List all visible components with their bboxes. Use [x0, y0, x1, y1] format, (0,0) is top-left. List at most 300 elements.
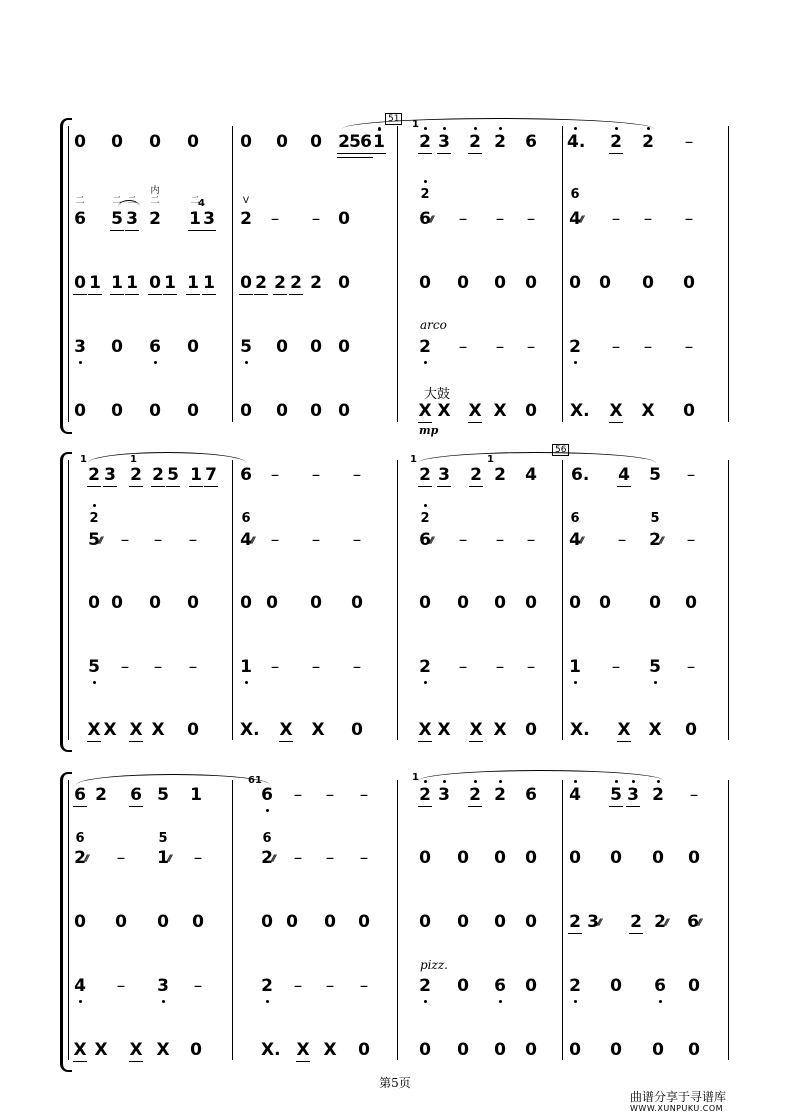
jianpu-note: 2: [567, 977, 583, 995]
jianpu-note: 1: [187, 210, 203, 228]
jianpu-note: 1: [124, 274, 140, 292]
sustain-dash: –: [643, 337, 653, 357]
sustain-dash: –: [684, 337, 694, 357]
site-url: WWW.XUNPUKU.COM: [630, 1104, 724, 1113]
jianpu-note: 4 ///: [567, 531, 583, 549]
jianpu-note: 4: [525, 465, 537, 485]
jianpu-note: 0: [310, 401, 322, 421]
jianpu-note: 3: [155, 977, 171, 995]
jianpu-note: 6: [525, 132, 537, 152]
jianpu-note: 0: [610, 1040, 622, 1060]
sustain-dash: –: [359, 785, 369, 805]
jianpu-note: 0: [494, 1040, 506, 1060]
jianpu-note: 2: [650, 786, 666, 804]
jianpu-note: 4: [72, 977, 88, 995]
sustain-dash: –: [611, 337, 621, 357]
jianpu-note: 0: [276, 132, 288, 152]
sustain-dash: –: [495, 657, 505, 677]
chord-upper-note: 2: [86, 510, 102, 528]
jianpu-note: 0: [569, 593, 581, 613]
sustain-dash: –: [352, 657, 362, 677]
jianpu-note: 0: [149, 401, 161, 421]
barline: [562, 780, 563, 1060]
jianpu-note: 2: [288, 274, 304, 292]
jianpu-note: 0: [525, 976, 537, 996]
barline: [562, 460, 563, 740]
sustain-dash: –: [270, 209, 280, 229]
jianpu-note: 0: [276, 401, 288, 421]
jianpu-note: 2: [567, 913, 583, 931]
sustain-dash: –: [293, 785, 303, 805]
jianpu-note: 6: [240, 465, 252, 485]
jianpu-note: 2: [467, 133, 483, 151]
jianpu-note: X: [437, 720, 451, 740]
jianpu-note: 1: [185, 274, 201, 292]
jianpu-note: 5: [86, 658, 102, 676]
jianpu-note: 0: [688, 1040, 700, 1060]
barline: [232, 460, 233, 740]
jianpu-note: 0: [419, 273, 431, 293]
chord-upper-note: 2: [417, 510, 433, 528]
jianpu-note: 0: [310, 337, 322, 357]
jianpu-note: 0: [266, 593, 278, 613]
jianpu-note: 0: [525, 1040, 537, 1060]
jianpu-note: 6: [652, 977, 668, 995]
jianpu-note: 0: [111, 337, 123, 357]
jianpu-note: X: [418, 720, 432, 740]
jianpu-note: X: [87, 720, 101, 740]
jianpu-note: X: [129, 1040, 143, 1060]
jianpu-note: 0: [240, 593, 252, 613]
jianpu-note: 2: [149, 209, 161, 229]
jianpu-note: 5: [347, 133, 363, 151]
jianpu-note: 6 ///: [417, 531, 433, 549]
jianpu-note: X: [129, 720, 143, 740]
mp-dynamic: mp: [419, 424, 439, 437]
jianpu-note: 0: [187, 132, 199, 152]
jianpu-note: 4 ///: [238, 531, 254, 549]
chord-upper-note: 5: [158, 831, 168, 846]
jianpu-note: 2: [253, 274, 269, 292]
jianpu-note: 0: [457, 273, 469, 293]
jianpu-note: 0: [351, 593, 363, 613]
sustain-dash: –: [526, 657, 536, 677]
jianpu-note: 0: [111, 593, 123, 613]
sustain-dash: –: [686, 530, 696, 550]
sustain-dash: –: [611, 209, 621, 229]
jianpu-note: 0: [111, 401, 123, 421]
jianpu-note: 0: [157, 912, 169, 932]
jianpu-note: X: [94, 1040, 108, 1060]
jianpu-note: 6: [259, 786, 275, 804]
jianpu-note: 0: [569, 848, 581, 868]
jianpu-note: 4 ///: [567, 210, 583, 228]
jianpu-note: X: [418, 401, 432, 421]
jianpu-note: X.: [261, 1040, 281, 1060]
jianpu-note: X: [648, 720, 662, 740]
jianpu-note: 3: [201, 210, 217, 228]
jianpu-note: 1: [190, 785, 202, 805]
jianpu-note: 0: [187, 593, 199, 613]
bow-mark: V: [242, 196, 250, 206]
jianpu-note: 6: [492, 977, 508, 995]
jianpu-note: 0: [149, 132, 161, 152]
sustain-dash: –: [188, 657, 198, 677]
chord-upper-note: 6: [75, 831, 85, 846]
jianpu-note: 2: [467, 786, 483, 804]
sustain-dash: –: [526, 530, 536, 550]
jianpu-note: 1: [201, 274, 217, 292]
jianpu-note: 0: [457, 848, 469, 868]
sustain-dash: –: [686, 465, 696, 485]
jianpu-note: 0: [494, 912, 506, 932]
jianpu-note: 2: [608, 133, 624, 151]
jianpu-note: 6 ///: [417, 210, 433, 228]
jianpu-note: 0: [457, 1040, 469, 1060]
jianpu-note: 0: [688, 848, 700, 868]
jianpu-note: 0: [338, 401, 350, 421]
system-brace: [60, 452, 72, 752]
jianpu-note: 0: [351, 720, 363, 740]
jianpu-note: 2: [336, 133, 352, 151]
jianpu-note: 5: [647, 658, 663, 676]
jianpu-note: 2 ///: [652, 913, 668, 931]
jianpu-note: 0: [88, 593, 100, 613]
grace-note-4: 4: [198, 198, 205, 209]
jianpu-note: 1: [567, 658, 583, 676]
grace-note-1f: 1: [412, 772, 419, 783]
jianpu-note: 0: [310, 132, 322, 152]
pizz-marking: pizz.: [420, 958, 448, 972]
sustain-dash: –: [270, 465, 280, 485]
jianpu-note: 1: [238, 658, 254, 676]
jianpu-note: 6: [147, 338, 163, 356]
jianpu-note: 0: [525, 401, 537, 421]
system-brace: [60, 118, 72, 434]
jianpu-note: 0: [649, 593, 661, 613]
sustain-dash: –: [526, 337, 536, 357]
jianpu-note: 2: [417, 338, 433, 356]
sustain-dash: –: [311, 530, 321, 550]
jianpu-note: 0: [72, 274, 88, 292]
jianpu-note: 0: [147, 274, 163, 292]
sustain-dash: –: [325, 976, 335, 996]
jianpu-note: X: [609, 401, 623, 421]
jianpu-note: 0: [338, 337, 350, 357]
sustain-dash: –: [611, 657, 621, 677]
jianpu-note: 0: [457, 593, 469, 613]
grace-note-1b: 1: [80, 454, 87, 465]
jianpu-note: 0: [525, 848, 537, 868]
grace-note-1: 1: [412, 119, 419, 130]
jianpu-note: 0: [358, 1040, 370, 1060]
chord-upper-note: 6: [241, 511, 251, 526]
jianpu-note: X.: [570, 401, 590, 421]
jianpu-note: 0: [685, 593, 697, 613]
jianpu-note: 0: [324, 912, 336, 932]
jianpu-note: 2: [494, 465, 506, 485]
jianpu-note: 6: [358, 133, 374, 151]
jianpu-note: 0: [685, 720, 697, 740]
jianpu-note: 0: [149, 593, 161, 613]
rehearsal-mark-56: 56: [552, 444, 569, 456]
jianpu-note: 0: [115, 912, 127, 932]
jianpu-note: X: [156, 1040, 170, 1060]
sustain-dash: –: [116, 976, 126, 996]
grace-note-1d: 1: [410, 454, 417, 465]
jianpu-note: 2: [150, 466, 166, 484]
jianpu-note: 0: [419, 1040, 431, 1060]
jianpu-note: 0: [240, 132, 252, 152]
jianpu-note: 0: [652, 848, 664, 868]
tie-slur: [118, 200, 140, 207]
jianpu-note: 0: [338, 273, 350, 293]
string-mark-4: 二: [150, 196, 160, 206]
sustain-dash: –: [270, 657, 280, 677]
barline: [728, 780, 729, 1060]
phrase-slur: [418, 770, 664, 781]
jianpu-note: 1: [87, 274, 103, 292]
sustain-dash: –: [495, 337, 505, 357]
sustain-dash: –: [311, 465, 321, 485]
jianpu-note: 0: [525, 912, 537, 932]
jianpu-note: 0: [74, 401, 86, 421]
jianpu-note: 3: [102, 466, 118, 484]
jianpu-note: 4: [616, 466, 632, 484]
jianpu-note: 0: [688, 976, 700, 996]
jianpu-note: 0: [457, 976, 469, 996]
jianpu-note: 2: [417, 133, 433, 151]
jianpu-note: X: [437, 401, 451, 421]
jianpu-note: 0: [238, 274, 254, 292]
jianpu-note: 2: [417, 658, 433, 676]
jianpu-note: 0: [569, 273, 581, 293]
jianpu-note: 0: [419, 912, 431, 932]
barline: [728, 126, 729, 422]
jianpu-note: X: [103, 720, 117, 740]
arco-marking: arco: [420, 318, 447, 332]
sustain-dash: –: [311, 209, 321, 229]
sustain-dash: –: [325, 848, 335, 868]
barline: [232, 126, 233, 422]
jianpu-note: 3: [72, 338, 88, 356]
sustain-dash: –: [359, 848, 369, 868]
jianpu-note: 0: [525, 273, 537, 293]
barline: [562, 126, 563, 422]
jianpu-note: 3: [124, 210, 140, 228]
jianpu-note: 1: [109, 274, 125, 292]
barline: [68, 780, 69, 1060]
page-number: 第5页: [379, 1076, 411, 1090]
jianpu-note: X: [641, 401, 655, 421]
chord-upper-note: 6: [570, 187, 580, 202]
jianpu-note: 0: [261, 912, 273, 932]
jianpu-note: 5: [157, 785, 169, 805]
jianpu-note: 1 ///: [155, 849, 171, 867]
jianpu-note: 2: [417, 786, 433, 804]
jianpu-note: 0: [286, 912, 298, 932]
sustain-dash: –: [153, 657, 163, 677]
barline: [397, 126, 398, 422]
jianpu-note: X: [296, 1040, 310, 1060]
jianpu-note: 0: [642, 273, 654, 293]
barline: [397, 780, 398, 1060]
jianpu-note: X.: [570, 720, 590, 740]
jianpu-note: 0: [187, 337, 199, 357]
chord-upper-note: 2: [417, 186, 433, 204]
sustain-dash: –: [458, 209, 468, 229]
jianpu-note: 2: [628, 913, 644, 931]
jianpu-note: 0: [599, 273, 611, 293]
jianpu-note: 0: [74, 132, 86, 152]
jianpu-note: 3: [436, 466, 452, 484]
sustain-dash: –: [643, 209, 653, 229]
jianpu-note: 7: [203, 466, 219, 484]
jianpu-note: 2: [259, 977, 275, 995]
jianpu-note: X: [617, 720, 631, 740]
jianpu-note: 2: [86, 466, 102, 484]
jianpu-note: 3: [436, 133, 452, 151]
jianpu-note: 6: [128, 786, 144, 804]
jianpu-note: 0: [276, 337, 288, 357]
sustain-dash: –: [458, 530, 468, 550]
jianpu-note: 0: [187, 720, 199, 740]
sustain-dash: –: [293, 976, 303, 996]
jianpu-note: 0: [494, 848, 506, 868]
jianpu-note: 2: [128, 466, 144, 484]
string-mark-5: 二: [190, 196, 200, 206]
jianpu-note: 0: [419, 593, 431, 613]
jianpu-note: 0: [599, 593, 611, 613]
jianpu-note: 0: [192, 912, 204, 932]
sustain-dash: –: [684, 209, 694, 229]
jianpu-note: 5: [649, 465, 661, 485]
jianpu-note: 1: [162, 274, 178, 292]
sustain-dash: –: [120, 530, 130, 550]
sustain-dash: –: [153, 530, 163, 550]
jianpu-note: 5 ///: [86, 531, 102, 549]
barline: [232, 780, 233, 1060]
sustain-dash: –: [359, 976, 369, 996]
site-credit: 曲谱分享于寻谱库: [630, 1090, 727, 1104]
jianpu-note: 4: [567, 786, 583, 804]
barline: [728, 460, 729, 740]
jianpu-note: 0: [610, 976, 622, 996]
jianpu-note: 5: [608, 786, 624, 804]
sustain-dash: –: [686, 657, 696, 677]
system-brace: [60, 772, 72, 1072]
barline: [397, 460, 398, 740]
jianpu-note: X: [311, 720, 325, 740]
jianpu-note: 1: [371, 133, 387, 151]
jianpu-note: 2 ///: [72, 849, 88, 867]
sustain-dash: –: [270, 530, 280, 550]
jianpu-note: 1: [188, 466, 204, 484]
sustain-dash: –: [458, 337, 468, 357]
barline: [68, 126, 69, 422]
sustain-dash: –: [193, 848, 203, 868]
string-mark-3: 二: [127, 196, 137, 206]
jianpu-note: X.: [240, 720, 260, 740]
jianpu-note: X: [73, 1040, 87, 1060]
jianpu-note: 5: [238, 338, 254, 356]
string-mark-2: 二: [112, 196, 122, 206]
grace-note-1c: 1: [130, 454, 137, 465]
rehearsal-mark-51: 51: [385, 113, 402, 125]
jianpu-note: X: [468, 401, 482, 421]
sustain-dash: –: [689, 785, 699, 805]
jianpu-note: 2: [468, 466, 484, 484]
jianpu-note: 0: [683, 273, 695, 293]
jianpu-note: 2 ///: [647, 531, 663, 549]
jianpu-note: 0: [419, 848, 431, 868]
jianpu-note: X: [279, 720, 293, 740]
grace-note-61: 61: [248, 775, 262, 786]
jianpu-note: 0: [457, 912, 469, 932]
chord-upper-note: 6: [570, 511, 580, 526]
phrase-slur: [88, 452, 246, 463]
sustain-dash: –: [495, 530, 505, 550]
jianpu-note: 0: [310, 593, 322, 613]
sustain-dash: –: [116, 848, 126, 868]
sustain-dash: –: [188, 530, 198, 550]
jianpu-note: 0: [358, 912, 370, 932]
chord-upper-note: 6: [262, 831, 272, 846]
sustain-dash: –: [311, 657, 321, 677]
sustain-dash: –: [325, 785, 335, 805]
sustain-dash: –: [684, 132, 694, 152]
jianpu-note: 6: [74, 209, 86, 229]
chord-upper-note: 5: [650, 511, 660, 526]
jianpu-note: 6: [525, 785, 537, 805]
jianpu-note: 6: [72, 786, 88, 804]
jianpu-note: 2: [492, 133, 508, 151]
jianpu-note: 0: [683, 401, 695, 421]
sustain-dash: –: [120, 657, 130, 677]
jianpu-note: 4.: [567, 132, 586, 152]
jianpu-note: 0: [187, 401, 199, 421]
jianpu-note: 3: [436, 786, 452, 804]
jianpu-note: X: [469, 720, 483, 740]
jianpu-note: 2: [310, 273, 322, 293]
da-gu-label: 大鼓: [424, 387, 451, 402]
jianpu-note: 2 ///: [259, 849, 275, 867]
sustain-dash: –: [495, 209, 505, 229]
jianpu-note: 5: [165, 466, 181, 484]
sustain-dash: –: [352, 465, 362, 485]
sustain-dash: –: [617, 530, 627, 550]
nei-marking: 内: [150, 186, 160, 196]
string-mark-1: 二: [75, 196, 85, 206]
sustain-dash: –: [293, 848, 303, 868]
jianpu-note: 2: [492, 786, 508, 804]
jianpu-note: X: [493, 720, 507, 740]
jianpu-note: 6 ///: [685, 913, 701, 931]
jianpu-note: 6.: [571, 465, 590, 485]
jianpu-note: 0: [525, 593, 537, 613]
sustain-dash: –: [352, 530, 362, 550]
jianpu-note: 0: [569, 1040, 581, 1060]
jianpu-note: 0: [525, 720, 537, 740]
sustain-dash: –: [193, 976, 203, 996]
sustain-dash: –: [458, 657, 468, 677]
sustain-dash: –: [526, 209, 536, 229]
barline: [68, 460, 69, 740]
phrase-slur: [76, 774, 270, 785]
jianpu-note: 0: [74, 912, 86, 932]
jianpu-note: 0: [190, 1040, 202, 1060]
jianpu-note: 2: [240, 209, 252, 229]
